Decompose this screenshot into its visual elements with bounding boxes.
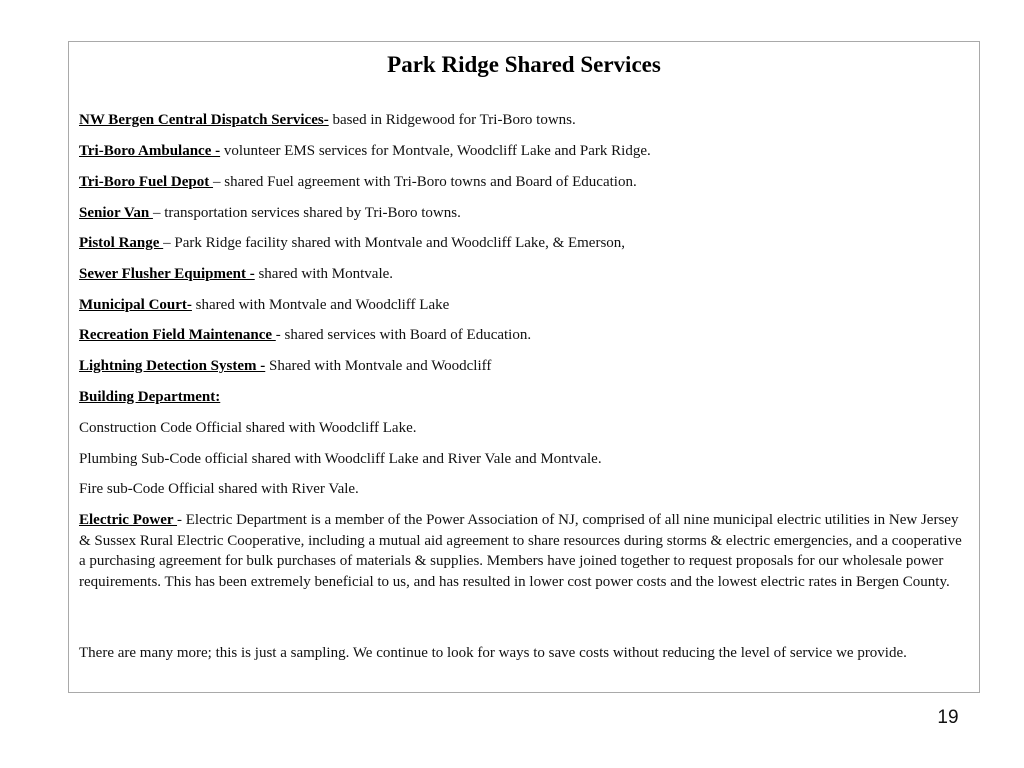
service-label: Recreation Field Maintenance — [79, 327, 276, 343]
service-item-senior-van — [79, 203, 971, 224]
building-department-heading — [79, 387, 971, 408]
building-line-construction: Construction Code Official shared with Woodcliff Lake. — [79, 420, 417, 436]
service-description: volunteer EMS services for Montvale, Woodcliff Lake and Park Ridge. — [220, 143, 651, 159]
service-label: Sewer Flusher Equipment - — [79, 266, 255, 282]
closing-paragraph: There are many more; this is just a sampling. We continue to look for ways to save costs without reducing the level of service we provide. — [79, 645, 907, 661]
service-label: Lightning Detection System - — [79, 358, 266, 374]
service-description: – shared Fuel agreement with Tri-Boro towns and Board of Education. — [213, 174, 637, 190]
service-item-municipal-court — [79, 295, 971, 316]
service-label: NW Bergen Central Dispatch Services- — [79, 112, 329, 128]
page-number: 19 — [937, 707, 959, 728]
service-description: - shared services with Board of Education. — [275, 327, 532, 343]
service-label: Tri-Boro Ambulance - — [79, 143, 221, 159]
service-label: Senior Van — [79, 205, 153, 221]
service-description: Shared with Montvale and Woodcliff — [265, 358, 492, 374]
service-label: Electric Power — [79, 512, 178, 528]
page-title: Park Ridge Shared Services — [387, 52, 661, 77]
service-label: Pistol Range — [79, 235, 164, 251]
service-label: Tri-Boro Fuel Depot — [79, 174, 214, 190]
service-description: shared with Montvale and Woodcliff Lake — [191, 297, 450, 313]
service-item-dispatch — [79, 110, 971, 131]
electric-power-paragraph — [79, 510, 971, 592]
service-description: based in Ridgewood for Tri-Boro towns. — [328, 112, 576, 128]
service-description: – Park Ridge facility shared with Montvale and Woodcliff Lake, & Emerson, — [163, 235, 626, 251]
service-item-sewer-flusher — [79, 264, 971, 285]
service-description: - Electric Department is a member of the Power Association of NJ, comprised of all nine municipal electric utilities in New Jersey & Sussex Rural Electric Cooperative, including a mutual aid agreement to share resources during storms & electric emergencies, and a cooperative a purchasing agreement for bulk purchases of materials & supplies. Members have joined together to request proposals for our wholesale power requirements. This has been extremely beneficial to us, and has resulted in lower cost power costs and the lowest electric rates in Bergen County. — [79, 512, 962, 590]
service-item-ambulance — [79, 141, 971, 162]
service-item-lightning-detection — [79, 356, 971, 377]
service-label: Municipal Court- — [79, 297, 192, 313]
service-description: – transportation services shared by Tri-Boro towns. — [152, 205, 461, 221]
service-item-fuel-depot — [79, 172, 971, 193]
building-line-plumbing: Plumbing Sub-Code official shared with Woodcliff Lake and River Vale and Montvale. — [79, 451, 602, 467]
building-line-fire: Fire sub-Code Official shared with River Vale. — [79, 481, 359, 497]
service-item-recreation-field — [79, 325, 971, 346]
service-item-pistol-range — [79, 233, 971, 254]
section-heading: Building Department: — [79, 389, 221, 405]
content-panel — [68, 41, 980, 693]
service-description: shared with Montvale. — [254, 266, 394, 282]
